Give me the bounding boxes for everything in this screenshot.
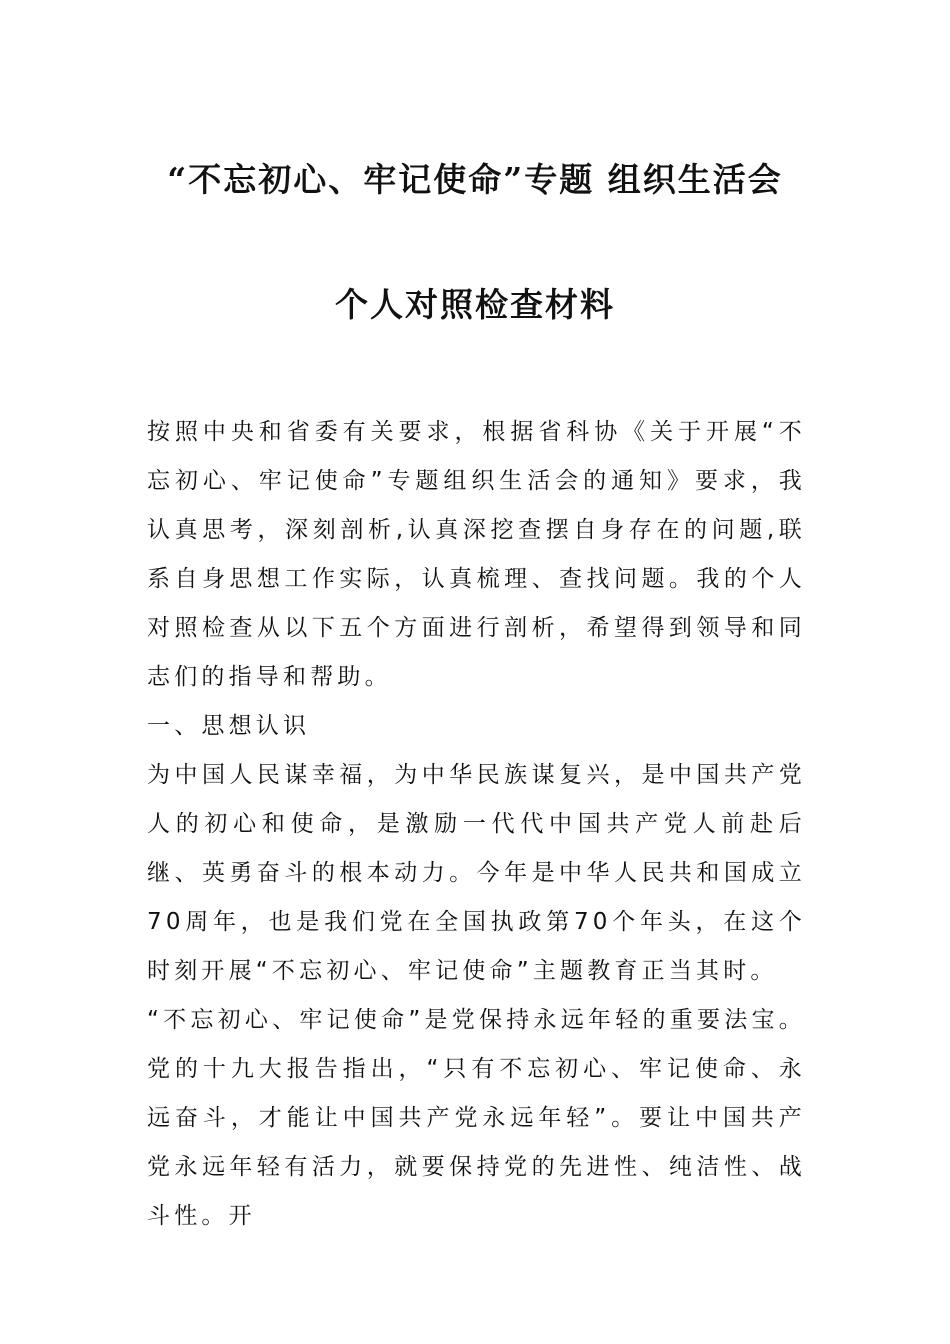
- body-paragraph: “不忘初心、牢记使命”是党保持永远年轻的重要法宝。党的十九大报告指出，“只有不忘初心、牢记使命、永远奋斗，才能让中国共产党永远年轻”。要让中国共产党永远年轻有活力，就要保持党的先进性、纯洁性、战斗性。开: [147, 1007, 806, 1229]
- body-paragraph: 为中国人民谋幸福，为中华民族谋复兴，是中国共产党人的初心和使命，是激励一代代中国共产党人前赴后继、英勇奋斗的根本动力。今年是中华人民共和国成立70周年，也是我们党在全国执政第70个年头，在这个时刻开展“不忘初心、牢记使命”主题教育正当其时。: [147, 762, 806, 984]
- section-heading: 一、思想认识: [147, 713, 311, 739]
- document-body: [147, 408, 806, 1241]
- document-title-line1: “不忘初心、牢记使命”专题 组织生活会: [167, 160, 783, 199]
- intro-paragraph: 按照中央和省委有关要求，根据省科协《关于开展“不忘初心、牢记使命”专题组织生活会的通知》要求，我认真思考，深刻剖析,认真深挖查摆自身存在的问题,联系自身思想工作实际，认真梳理、查找问题。我的个人对照检查从以下五个方面进行剖析，希望得到领导和同志们的指导和帮助。: [147, 419, 806, 690]
- document-title-line2: 个人对照检查材料: [335, 285, 615, 324]
